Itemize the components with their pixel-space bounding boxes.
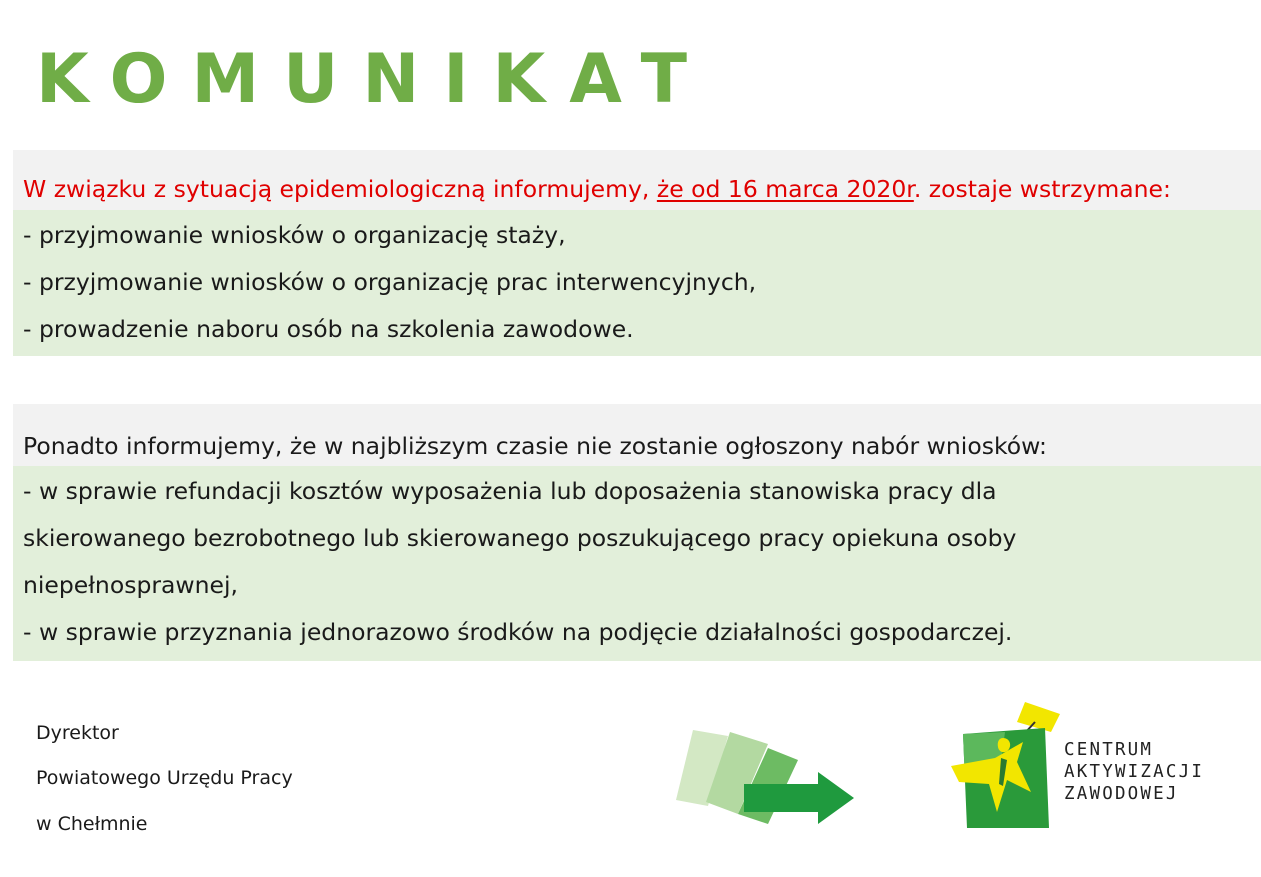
list-item: skierowanego bezrobotnego lub skierowanego poszukującego pracy opiekuna osoby bbox=[23, 524, 1017, 552]
list-item: - prowadzenie naboru osób na szkolenia zawodowe. bbox=[23, 315, 634, 343]
green-folders-arrow-logo-icon bbox=[668, 722, 863, 844]
caz-line: AKTYWIZACJI bbox=[1064, 762, 1205, 782]
list-item: - w sprawie przyznania jednorazowo środków na podjęcie działalności gospodarczej. bbox=[23, 618, 1013, 646]
list-item: - w sprawie refundacji kosztów wyposażenia lub doposażenia stanowiska pracy dla bbox=[23, 477, 997, 505]
list-item: - przyjmowanie wniosków o organizację staży, bbox=[23, 221, 566, 249]
caz-star-figure-logo-icon bbox=[945, 700, 1060, 832]
list-item: - przyjmowanie wniosków o organizację prac interwencyjnych, bbox=[23, 268, 757, 296]
suspension-intro-text: W związku z sytuacją epidemiologiczną informujemy, bbox=[23, 175, 657, 203]
suspension-notice bbox=[13, 150, 1261, 356]
suspension-intro-end: . zostaje wstrzymane: bbox=[913, 175, 1171, 203]
suspension-date: że od 16 marca 2020r bbox=[656, 175, 914, 203]
applications-list bbox=[13, 466, 1261, 661]
page-title: KOMUNIKAT bbox=[36, 40, 711, 119]
signature-office: Powiatowego Urzędu Pracy bbox=[36, 767, 293, 789]
caz-logo-text bbox=[1064, 739, 1204, 805]
suspension-intro bbox=[13, 150, 1261, 210]
signature-title: Dyrektor bbox=[36, 722, 119, 744]
signature-city: w Chełmnie bbox=[36, 813, 148, 835]
applications-intro: Ponadto informujemy, że w najbliższym czasie nie zostanie ogłoszony nabór wniosków: bbox=[13, 404, 1261, 466]
caz-line: ZAWODOWEJ bbox=[1064, 784, 1179, 804]
suspension-list bbox=[13, 210, 1261, 356]
applications-notice bbox=[13, 404, 1261, 661]
list-item: niepełnosprawnej, bbox=[23, 571, 238, 599]
caz-line: CENTRUM bbox=[1064, 740, 1154, 760]
